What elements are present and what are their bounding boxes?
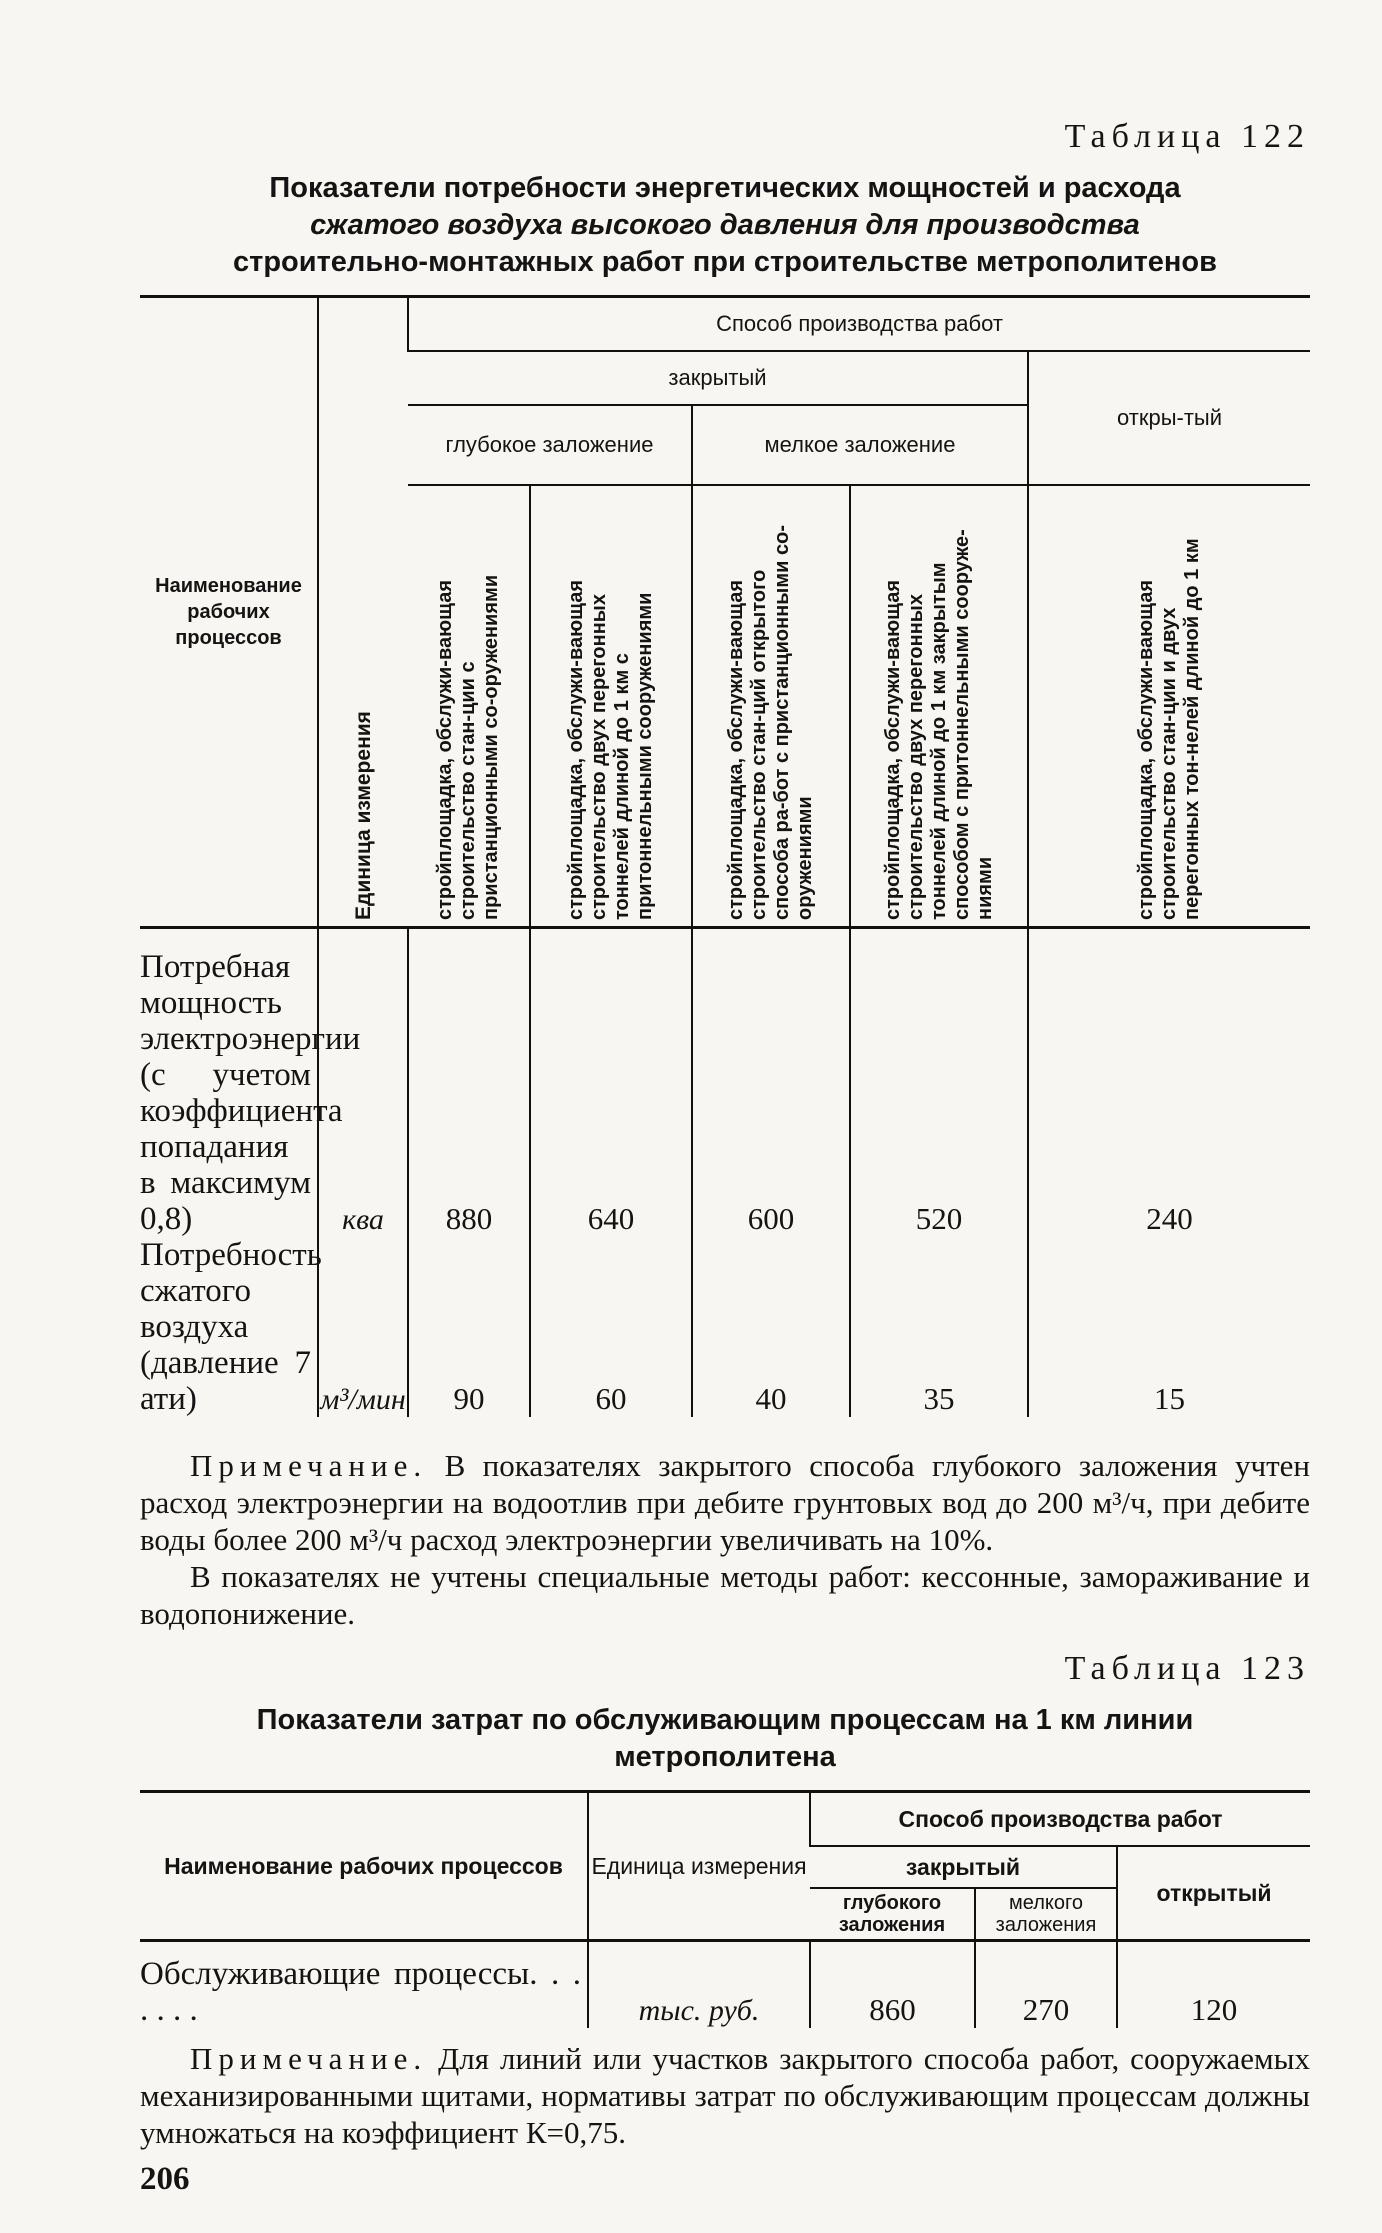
table-122-title-line1: Показатели потребности энергетических мощностей и расхода	[269, 172, 1181, 204]
table-122	[140, 295, 1310, 1417]
t123-row-v1: 860	[810, 1941, 975, 2029]
t123-row-name: Обслуживающие процессы. . . . . . .	[140, 1956, 581, 2028]
table-123-number: Таблица 123	[1064, 1650, 1310, 1687]
table-row	[140, 928, 1310, 1238]
t123-header-method: Способ производства работ	[810, 1792, 1310, 1847]
table-123-title-line2: метрополитена	[614, 1741, 836, 1773]
t123-header-open: открытый	[1117, 1846, 1310, 1941]
note-3	[140, 2040, 1310, 2151]
table-123-title-line1: Показатели затрат по обслуживающим процессам на 1 км линии	[256, 1704, 1194, 1736]
table-row	[140, 1237, 1310, 1417]
table-123-title	[140, 1702, 1310, 1776]
header-c3-text: стройплощадка, обслужи-вающая строительство стан-ций открытого способа ра-бот с пристанционными со-оружениями	[725, 524, 816, 920]
header-c4-text: стройплощадка, обслужи-вающая строительство двух перегонных тоннелей длиной до 1 км закрытым способом с притоннельными сооруже-ниями	[881, 529, 996, 920]
table-122-number: Таблица 122	[1064, 118, 1310, 155]
table-122-title-line3: строительно-монтажных работ при строительстве метрополитенов	[233, 246, 1217, 278]
row1-v5: 240	[1028, 928, 1310, 1238]
t123-row-unit: тыс. руб.	[588, 1941, 810, 2029]
note-1-text: В показателях закрытого способа глубокого заложения учтен расход электроэнергии на водоотлив при дебите грунтовых вод до 200 м³/ч, при дебите воды более 200 м³/ч расход электроэнергии увеличивать на 10%.	[140, 1448, 1310, 1557]
header-open: откры-тый	[1028, 351, 1310, 485]
header-closed: закрытый	[408, 351, 1028, 405]
note-1	[140, 1447, 1310, 1558]
note-2: В показателях не учтены специальные методы работ: кессонные, замораживание и водопонижение.	[140, 1559, 1310, 1631]
header-c2-text: стройплощадка, обслужи-вающая строительство двух перегонных тоннелей длиной до 1 км с притоннельными сооружениями	[565, 579, 656, 920]
row2-name: Потребность сжатого воздуха (давление 7 ати)	[140, 1237, 322, 1417]
row1-name: Потребная мощность электроэнергии (с учетом коэффициента попадания в максимум 0,8)	[140, 949, 361, 1237]
header-unit-text: Единица измерения	[351, 711, 375, 920]
row1-v4: 520	[850, 928, 1028, 1238]
row2-v5: 15	[1028, 1237, 1310, 1417]
t123-header-deep: глубокого заложения	[810, 1888, 975, 1941]
row1-unit: ква	[318, 928, 408, 1238]
header-shallow: мелкое заложение	[692, 405, 1028, 485]
t123-header-name: Наименование рабочих процессов	[140, 1792, 588, 1941]
t123-header-closed: закрытый	[810, 1846, 1117, 1888]
table-123-note	[140, 2040, 1310, 2151]
row2-v3: 40	[692, 1237, 850, 1417]
table-122-title-line2: сжатого воздуха высокого давления для производства	[310, 209, 1140, 241]
page-number: 206	[140, 2161, 190, 2197]
header-method: Способ производства работ	[408, 297, 1310, 352]
row1-v1: 880	[408, 928, 530, 1238]
header-c5-text: стройплощадка, обслужи-вающая строительство стан-ции и двух перегонных тон-нелей длиной до 1 км	[1135, 538, 1204, 920]
note-3-text: Для линий или участков закрытого способа работ, сооружаемых механизированными щитами, нормативы затрат по обслуживающим процессам должны умножаться на коэффициент К=0,75.	[140, 2041, 1311, 2150]
header-deep: глубокое заложение	[408, 405, 692, 485]
row1-v2: 640	[530, 928, 692, 1238]
row2-v2: 60	[530, 1237, 692, 1417]
header-c5	[1028, 485, 1310, 928]
row2-v1: 90	[408, 1237, 530, 1417]
header-c1-text: стройплощадка, обслужи-вающая строительство стан-ции с пристанционными со-оружениями	[434, 574, 502, 920]
table-122-notes	[140, 1447, 1310, 1632]
table-123	[140, 1790, 1310, 2028]
row1-v3: 600	[692, 928, 850, 1238]
t123-header-unit: Единица измерения	[588, 1792, 810, 1941]
row2-v4: 35	[850, 1237, 1028, 1417]
header-c4	[850, 485, 1028, 928]
t123-row-v2: 270	[975, 1941, 1117, 2029]
row2-unit: м³/мин	[318, 1237, 408, 1417]
header-name: Наименование рабочих процессов	[140, 297, 318, 928]
header-c1	[408, 485, 530, 928]
header-unit	[318, 297, 408, 928]
table-122-title	[140, 170, 1310, 281]
t123-header-shallow: мелкого заложения	[975, 1888, 1117, 1941]
table-row	[140, 1941, 1310, 2029]
t123-row-v3: 120	[1117, 1941, 1310, 2029]
note-label: Примечание.	[190, 1448, 428, 1483]
header-c3	[692, 485, 850, 928]
note-label-2: Примечание.	[190, 2041, 428, 2076]
page	[140, 118, 1310, 2198]
header-c2	[530, 485, 692, 928]
